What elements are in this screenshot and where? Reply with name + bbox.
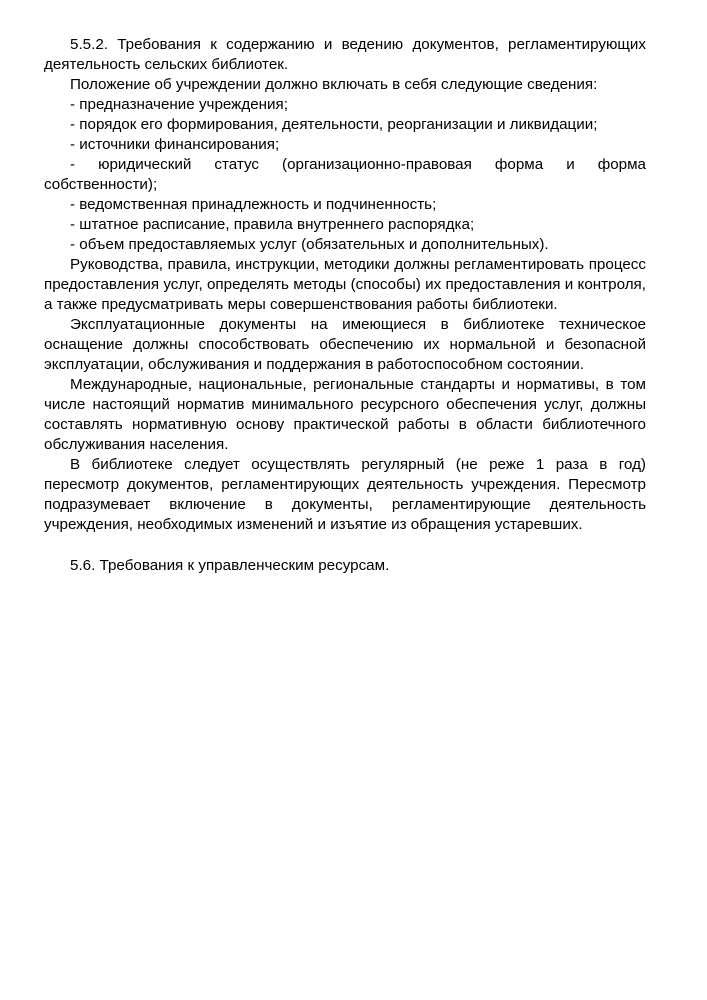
paragraph-review: В библиотеке следует осуществлять регулярный (не реже 1 раза в год) пересмотр документов, регламентирующих деятельность учреждения. Пересмотр подразумевает включение в документы, регламентирующие деятельность учреждения, необходимых изменений и изъятие из обращения устаревших.	[44, 456, 646, 533]
paragraph-guidelines: Руководства, правила, инструкции, методики должны регламентировать процесс предоставления услуг, определять методы (способы) их предоставления и контроля, а также предусматривать меры совершенствования работы библиотеки.	[44, 256, 646, 313]
section-5-5-2-heading: 5.5.2. Требования к содержанию и ведению документов, регламентирующих деятельность сельских библиотек.	[44, 36, 646, 73]
regulation-intro: Положение об учреждении должно включать в себя следующие сведения:	[70, 76, 598, 93]
list-item: - объем предоставляемых услуг (обязательных и дополнительных).	[70, 236, 549, 253]
list-item: - источники финансирования;	[70, 136, 280, 153]
list-item: - ведомственная принадлежность и подчиненность;	[70, 196, 437, 213]
section-spacer	[44, 535, 646, 556]
list-item: - штатное расписание, правила внутреннего распорядка;	[70, 216, 475, 233]
paragraph-operational-docs: Эксплуатационные документы на имеющиеся в библиотеке техническое оснащение должны способствовать обеспечению их нормальной и безопасной эксплуатации, обслуживания и поддержания в работоспособном состоянии.	[44, 316, 646, 373]
paragraph-standards: Международные, национальные, региональные стандарты и нормативы, в том числе настоящий норматив минимального ресурсного обеспечения услуг, должны составлять нормативную основу практической работы в области библиотечного обслуживания населения.	[44, 376, 646, 453]
section-5-6-heading: 5.6. Требования к управленческим ресурсам.	[70, 557, 390, 574]
list-item: - порядок его формирования, деятельности, реорганизации и ликвидации;	[70, 116, 598, 133]
document-page	[44, 35, 646, 576]
regulation-contents-list	[44, 95, 646, 255]
list-item: - предназначение учреждения;	[70, 96, 288, 113]
list-item: - юридический статус (организационно-правовая форма и форма собственности);	[44, 156, 646, 193]
